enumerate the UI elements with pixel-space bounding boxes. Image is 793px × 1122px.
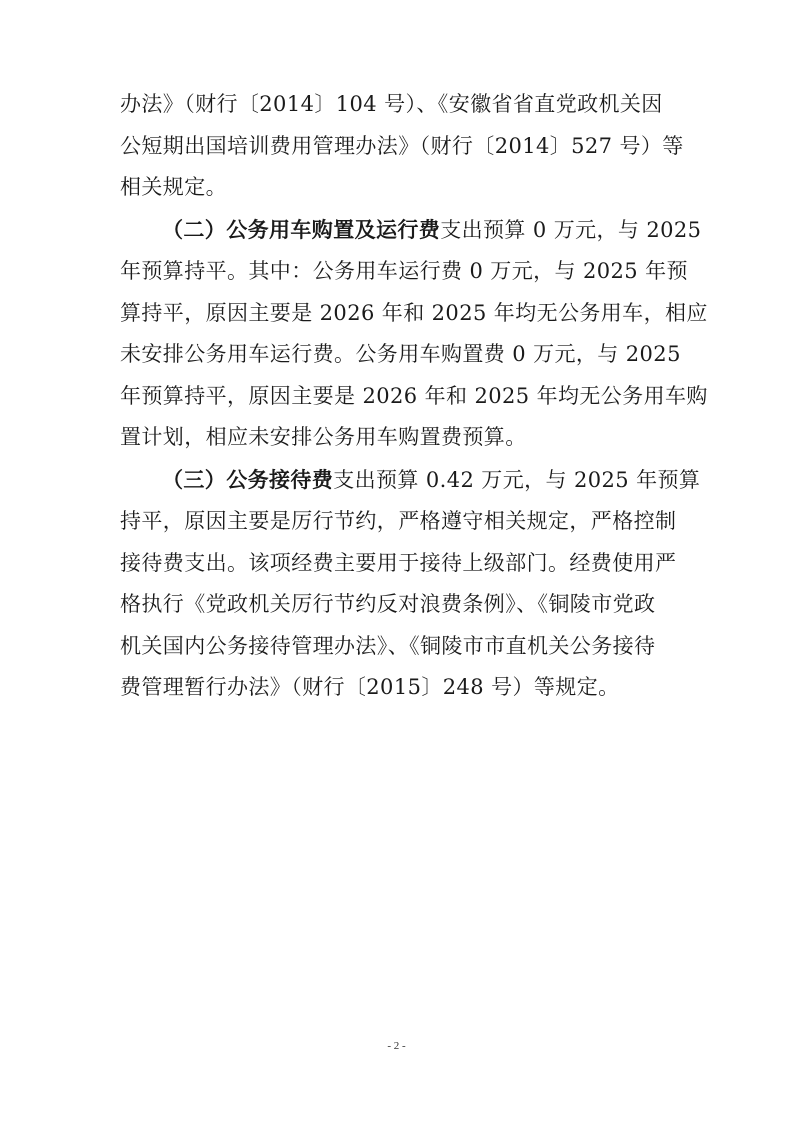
text-line — [120, 209, 702, 252]
text-line: 机关国内公务接待管理办法》、《铜陵市市直机关公务接待 — [120, 633, 656, 658]
text-line: 格执行《党政机关厉行节约反对浪费条例》、《铜陵市党政 — [120, 592, 656, 616]
text-line: 置计划，相应未安排公务用车购置费预算。 — [120, 425, 527, 449]
text-line: 持平，原因主要是厉行节约，严格遵守相关规定，严格控制 — [120, 509, 677, 533]
section-heading-reception: （三）公务接待费 — [162, 466, 334, 492]
paragraph-regulations-continued — [120, 84, 684, 209]
text-line: 办法》（财行〔2014〕104 号）、《安徽省省直党政机关因 — [120, 92, 663, 116]
paragraph-vehicle-expenses — [120, 209, 708, 459]
text-line: 年预算持平。其中：公务用车运行费 0 万元，与 2025 年预 — [120, 259, 688, 283]
text-run: 支出预算 0 万元，与 2025 — [440, 217, 702, 242]
text-line: 相关规定。 — [120, 175, 227, 199]
section-heading-vehicle: （二）公务用车购置及运行费 — [162, 216, 441, 242]
text-line: 未安排公务用车运行费。公务用车购置费 0 万元，与 2025 — [120, 342, 681, 366]
text-line: 公短期出国培训费用管理办法》（财行〔2014〕527 号）等 — [120, 133, 684, 158]
text-line — [120, 459, 701, 502]
page-number: - 2 - — [387, 1040, 406, 1052]
text-run: 支出预算 0.42 万元，与 2025 年预算 — [333, 467, 701, 492]
text-line: 费管理暂行办法》（财行〔2015〕248 号）等规定。 — [120, 675, 620, 699]
document-body — [120, 84, 708, 709]
text-line: 算持平，原因主要是 2026 年和 2025 年均无公务用车，相应 — [120, 300, 708, 325]
text-line: 年预算持平，原因主要是 2026 年和 2025 年均无公务用车购 — [120, 383, 708, 408]
paragraph-reception-expenses — [120, 459, 701, 709]
text-line: 接待费支出。该项经费主要用于接待上级部门。经费使用严 — [120, 550, 677, 575]
